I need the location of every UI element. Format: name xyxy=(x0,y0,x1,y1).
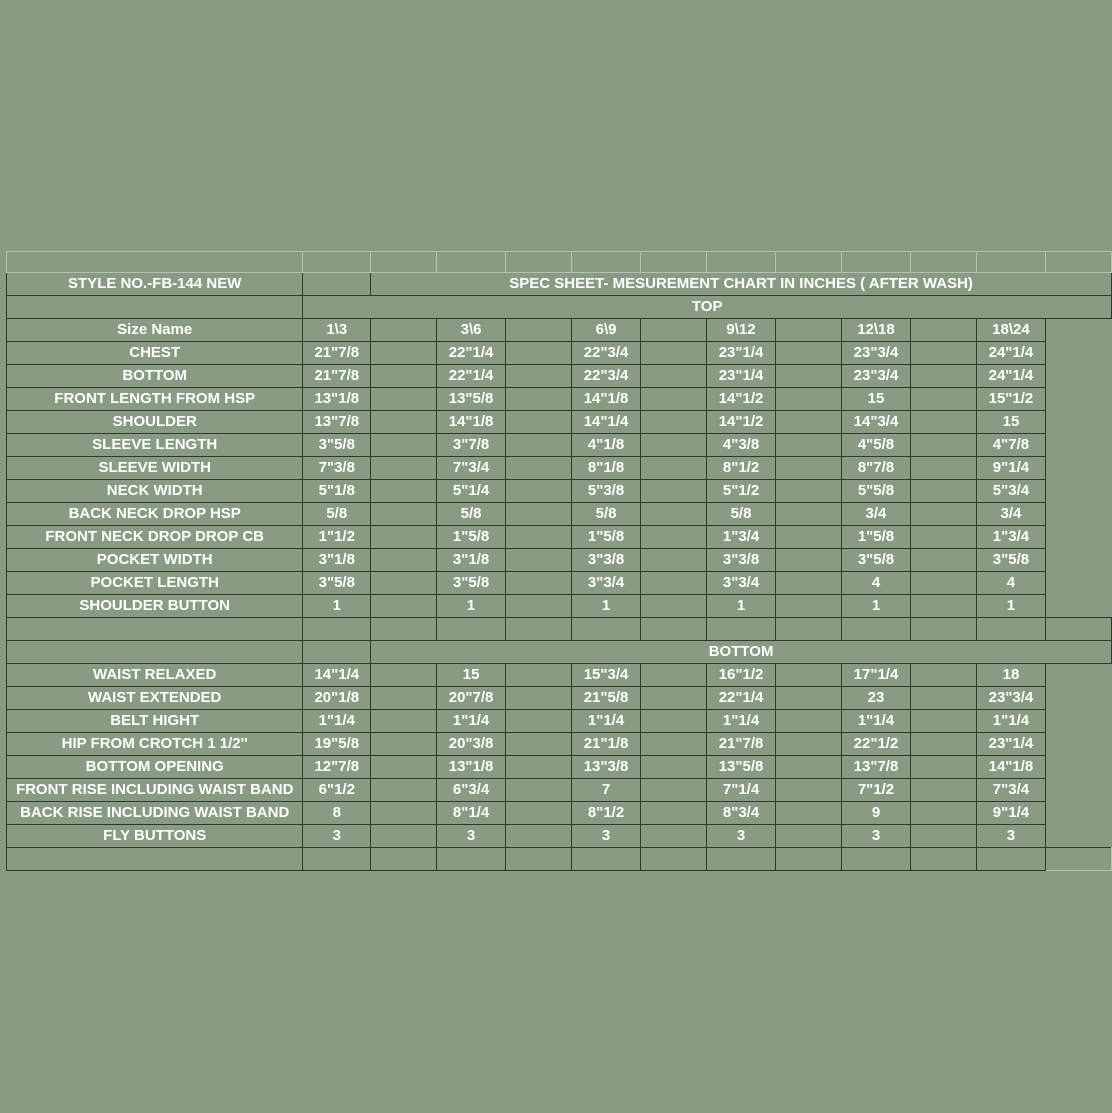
measurement-value: 23"1/4 xyxy=(976,733,1045,756)
measurement-value: 3"1/8 xyxy=(303,549,371,572)
measurement-value: 16"1/2 xyxy=(706,664,775,687)
measurement-value: 21"5/8 xyxy=(571,687,640,710)
measurement-value: 1 xyxy=(571,595,640,618)
measurement-value: 3"5/8 xyxy=(976,549,1045,572)
measurement-value: 14"1/8 xyxy=(571,388,640,411)
measurement-value: 1"1/4 xyxy=(303,710,371,733)
measurement-label: BOTTOM OPENING xyxy=(7,756,303,779)
measurement-label: FRONT LENGTH FROM HSP xyxy=(7,388,303,411)
measurement-value: 1 xyxy=(303,595,371,618)
measurement-value: 13"1/8 xyxy=(437,756,506,779)
measurement-value: 3 xyxy=(303,825,371,848)
measurement-value: 7 xyxy=(571,779,640,802)
measurement-value: 4"5/8 xyxy=(841,434,910,457)
measurement-value: 8 xyxy=(303,802,371,825)
measurement-value: 3"5/8 xyxy=(303,572,371,595)
measurement-label: CHEST xyxy=(7,342,303,365)
measurement-value: 7"1/4 xyxy=(706,779,775,802)
measurement-row xyxy=(7,664,1112,687)
measurement-row xyxy=(7,802,1112,825)
measurement-value: 3"3/8 xyxy=(706,549,775,572)
measurement-value: 3 xyxy=(841,825,910,848)
size-cell: 6\9 xyxy=(571,319,640,342)
measurement-value: 14"1/2 xyxy=(706,388,775,411)
measurement-value: 3 xyxy=(571,825,640,848)
measurement-value: 1 xyxy=(706,595,775,618)
size-name-row xyxy=(7,319,1112,342)
measurement-label: FRONT RISE INCLUDING WAIST BAND xyxy=(7,779,303,802)
measurement-row xyxy=(7,825,1112,848)
measurement-label: WAIST EXTENDED xyxy=(7,687,303,710)
measurement-value: 23 xyxy=(841,687,910,710)
measurement-label: SHOULDER BUTTON xyxy=(7,595,303,618)
size-cell: 9\12 xyxy=(706,319,775,342)
measurement-value: 9"1/4 xyxy=(976,802,1045,825)
blank-end-row xyxy=(7,848,1112,871)
measurement-label: HIP FROM CROTCH 1 1/2'' xyxy=(7,733,303,756)
measurement-value: 15 xyxy=(841,388,910,411)
top-section-row xyxy=(7,296,1112,319)
measurement-value: 14"1/4 xyxy=(303,664,371,687)
measurement-value: 9 xyxy=(841,802,910,825)
measurement-value: 22"3/4 xyxy=(571,342,640,365)
measurement-value: 8"7/8 xyxy=(841,457,910,480)
bottom-section-label: BOTTOM xyxy=(371,641,1112,664)
measurement-value: 8"1/2 xyxy=(706,457,775,480)
measurement-value: 4 xyxy=(841,572,910,595)
measurement-value: 22"1/4 xyxy=(706,687,775,710)
measurement-row xyxy=(7,710,1112,733)
measurement-value: 14"1/8 xyxy=(976,756,1045,779)
measurement-value: 5/8 xyxy=(706,503,775,526)
blank-row xyxy=(7,618,1112,641)
measurement-value: 3 xyxy=(437,825,506,848)
blank-top-row xyxy=(7,252,1112,273)
measurement-row xyxy=(7,779,1112,802)
measurement-value: 1 xyxy=(976,595,1045,618)
measurement-value: 20"3/8 xyxy=(437,733,506,756)
size-name-label: Size Name xyxy=(7,319,303,342)
measurement-value: 6"3/4 xyxy=(437,779,506,802)
measurement-row xyxy=(7,687,1112,710)
measurement-value: 5/8 xyxy=(303,503,371,526)
measurement-row xyxy=(7,733,1112,756)
measurement-row xyxy=(7,388,1112,411)
measurement-row xyxy=(7,756,1112,779)
measurement-value: 20"1/8 xyxy=(303,687,371,710)
measurement-value: 7"3/8 xyxy=(303,457,371,480)
measurement-label: BELT HIGHT xyxy=(7,710,303,733)
measurement-value: 1"1/4 xyxy=(841,710,910,733)
measurement-value: 1"5/8 xyxy=(841,526,910,549)
measurement-value: 15"1/2 xyxy=(976,388,1045,411)
measurement-row xyxy=(7,503,1112,526)
measurement-label: SHOULDER xyxy=(7,411,303,434)
measurement-label: SLEEVE LENGTH xyxy=(7,434,303,457)
measurement-value: 3"3/8 xyxy=(571,549,640,572)
measurement-value: 21"7/8 xyxy=(303,365,371,388)
measurement-value: 4"7/8 xyxy=(976,434,1045,457)
measurement-value: 5"1/4 xyxy=(437,480,506,503)
measurement-value: 3"5/8 xyxy=(841,549,910,572)
measurement-value: 3/4 xyxy=(841,503,910,526)
measurement-value: 21"7/8 xyxy=(706,733,775,756)
measurement-value: 23"1/4 xyxy=(706,365,775,388)
measurement-value: 24"1/4 xyxy=(976,342,1045,365)
measurement-value: 1 xyxy=(437,595,506,618)
measurement-row xyxy=(7,549,1112,572)
measurement-value: 4"1/8 xyxy=(571,434,640,457)
measurement-value: 13"5/8 xyxy=(706,756,775,779)
measurement-value: 5"1/2 xyxy=(706,480,775,503)
measurement-value: 3"5/8 xyxy=(303,434,371,457)
header-row xyxy=(7,273,1112,296)
measurement-value: 13"1/8 xyxy=(303,388,371,411)
measurement-value: 14"3/4 xyxy=(841,411,910,434)
measurement-row xyxy=(7,365,1112,388)
measurement-row xyxy=(7,526,1112,549)
measurement-row xyxy=(7,411,1112,434)
measurement-value: 7"3/4 xyxy=(437,457,506,480)
measurement-row xyxy=(7,342,1112,365)
measurement-value: 5/8 xyxy=(571,503,640,526)
measurement-value: 9"1/4 xyxy=(976,457,1045,480)
size-cell: 18\24 xyxy=(976,319,1045,342)
measurement-label: SLEEVE WIDTH xyxy=(7,457,303,480)
measurement-label: POCKET WIDTH xyxy=(7,549,303,572)
measurement-label: NECK WIDTH xyxy=(7,480,303,503)
style-number: STYLE NO.-FB-144 NEW xyxy=(7,273,303,296)
measurement-value: 23"3/4 xyxy=(841,365,910,388)
size-cell: 3\6 xyxy=(437,319,506,342)
measurement-value: 7"1/2 xyxy=(841,779,910,802)
measurement-value: 15 xyxy=(437,664,506,687)
measurement-value: 19"5/8 xyxy=(303,733,371,756)
measurement-label: BACK NECK DROP HSP xyxy=(7,503,303,526)
measurement-value: 1"1/4 xyxy=(437,710,506,733)
measurement-value: 13"7/8 xyxy=(303,411,371,434)
measurement-value: 1"3/4 xyxy=(706,526,775,549)
measurement-value: 3 xyxy=(976,825,1045,848)
measurement-value: 3"3/4 xyxy=(706,572,775,595)
measurement-value: 14"1/4 xyxy=(571,411,640,434)
measurement-value: 1"1/2 xyxy=(303,526,371,549)
measurement-value: 21"1/8 xyxy=(571,733,640,756)
measurement-value: 22"1/4 xyxy=(437,342,506,365)
measurement-value: 13"7/8 xyxy=(841,756,910,779)
measurement-value: 4"3/8 xyxy=(706,434,775,457)
measurement-value: 22"3/4 xyxy=(571,365,640,388)
measurement-row xyxy=(7,572,1112,595)
size-cell: 12\18 xyxy=(841,319,910,342)
measurement-value: 8"1/8 xyxy=(571,457,640,480)
measurement-row xyxy=(7,434,1112,457)
measurement-value: 14"1/8 xyxy=(437,411,506,434)
top-section-label: TOP xyxy=(303,296,1112,319)
measurement-value: 1"3/4 xyxy=(976,526,1045,549)
measurement-value: 24"1/4 xyxy=(976,365,1045,388)
measurement-value: 4 xyxy=(976,572,1045,595)
measurement-label: BACK RISE INCLUDING WAIST BAND xyxy=(7,802,303,825)
measurement-value: 20"7/8 xyxy=(437,687,506,710)
measurement-label: POCKET LENGTH xyxy=(7,572,303,595)
measurement-value: 12"7/8 xyxy=(303,756,371,779)
measurement-value: 1"1/4 xyxy=(571,710,640,733)
measurement-value: 1"5/8 xyxy=(571,526,640,549)
measurement-value: 22"1/4 xyxy=(437,365,506,388)
measurement-value: 3"1/8 xyxy=(437,549,506,572)
measurement-value: 15 xyxy=(976,411,1045,434)
measurement-value: 1 xyxy=(841,595,910,618)
measurement-value: 3"3/4 xyxy=(571,572,640,595)
measurement-value: 5"5/8 xyxy=(841,480,910,503)
measurement-value: 23"3/4 xyxy=(976,687,1045,710)
spec-sheet-table xyxy=(6,251,1112,871)
measurement-value: 6"1/2 xyxy=(303,779,371,802)
measurement-value: 8"1/2 xyxy=(571,802,640,825)
measurement-value: 7"3/4 xyxy=(976,779,1045,802)
measurement-label: BOTTOM xyxy=(7,365,303,388)
measurement-value: 22"1/2 xyxy=(841,733,910,756)
measurement-value: 5"1/8 xyxy=(303,480,371,503)
measurement-value: 1"1/4 xyxy=(706,710,775,733)
measurement-value: 17"1/4 xyxy=(841,664,910,687)
measurement-value: 13"5/8 xyxy=(437,388,506,411)
size-cell: 1\3 xyxy=(303,319,371,342)
measurement-label: FLY BUTTONS xyxy=(7,825,303,848)
measurement-value: 15"3/4 xyxy=(571,664,640,687)
measurement-value: 1"1/4 xyxy=(976,710,1045,733)
measurement-value: 3"7/8 xyxy=(437,434,506,457)
measurement-label: WAIST RELAXED xyxy=(7,664,303,687)
measurement-row xyxy=(7,595,1112,618)
measurement-value: 21"7/8 xyxy=(303,342,371,365)
spec-sheet-title: SPEC SHEET- MESUREMENT CHART IN INCHES ( AFTER WASH) xyxy=(371,273,1112,296)
measurement-value: 8"3/4 xyxy=(706,802,775,825)
measurement-value: 23"1/4 xyxy=(706,342,775,365)
measurement-value: 5"3/8 xyxy=(571,480,640,503)
measurement-label: FRONT NECK DROP DROP CB xyxy=(7,526,303,549)
measurement-value: 8"1/4 xyxy=(437,802,506,825)
bottom-section-row xyxy=(7,641,1112,664)
measurement-value: 3/4 xyxy=(976,503,1045,526)
measurement-value: 23"3/4 xyxy=(841,342,910,365)
measurement-row xyxy=(7,480,1112,503)
measurement-value: 14"1/2 xyxy=(706,411,775,434)
measurement-value: 13"3/8 xyxy=(571,756,640,779)
measurement-value: 3"5/8 xyxy=(437,572,506,595)
measurement-value: 5/8 xyxy=(437,503,506,526)
measurement-value: 5"3/4 xyxy=(976,480,1045,503)
measurement-row xyxy=(7,457,1112,480)
measurement-value: 18 xyxy=(976,664,1045,687)
measurement-value: 3 xyxy=(706,825,775,848)
measurement-value: 1"5/8 xyxy=(437,526,506,549)
